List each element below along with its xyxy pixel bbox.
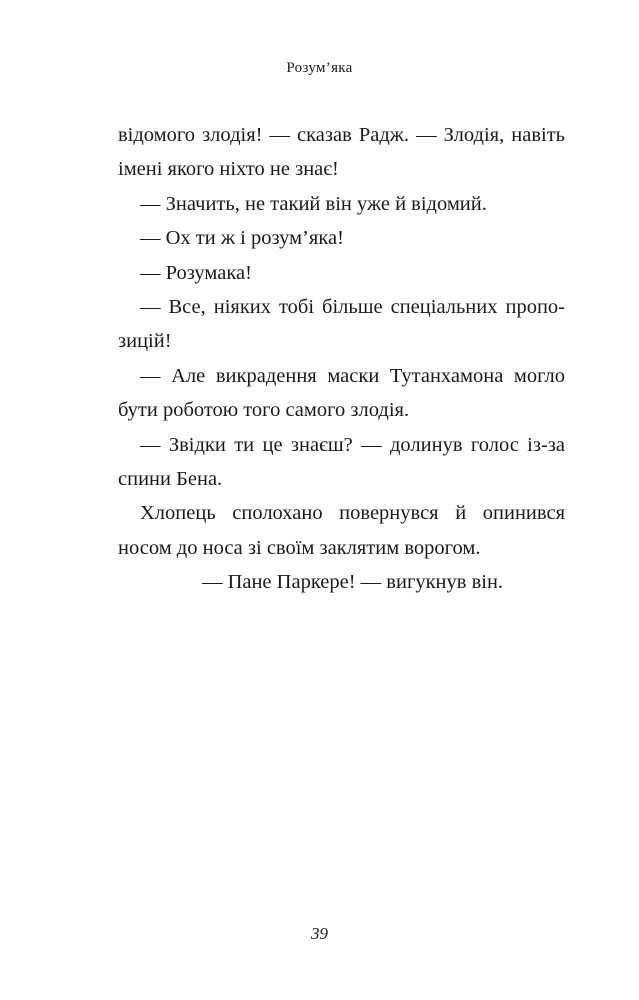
text-line-12: Хлопець сполохано повернувся й опинився [140,502,565,525]
text-line-10: — Звідки ти це знаєш? — долинув голос із-за [140,433,565,456]
text-line-1: відомого злодія! — сказав Радж. — Злодія, навіть [118,124,565,146]
text-line-4: — Ох ти ж і розум’яка! [140,227,344,250]
text-line-8: — Але викрадення маски Тутанхамона могло [140,364,565,387]
text-line-14: — Пане Паркере! — вигукнув він. [201,571,504,594]
text-line-2: імені якого ніхто не знає! [118,158,339,181]
text-line-9: бути роботою того самого злодія. [118,399,410,422]
running-header-title: Розум’яка [286,60,353,76]
text-line-6: — Все, ніяких тобі більше спеціальних пропо- [140,295,565,318]
page-body-text [118,118,565,599]
text-line-11: спини Бена. [118,467,223,490]
text-line-7: зицій! [118,330,172,353]
page-number: 39 [311,924,328,943]
text-line-3: — Значить, не такий він уже й відомий. [140,192,487,215]
text-line-5: — Розумака! [140,261,252,284]
text-line-13: носом до носа зі своїм заклятим ворогом. [118,536,481,559]
